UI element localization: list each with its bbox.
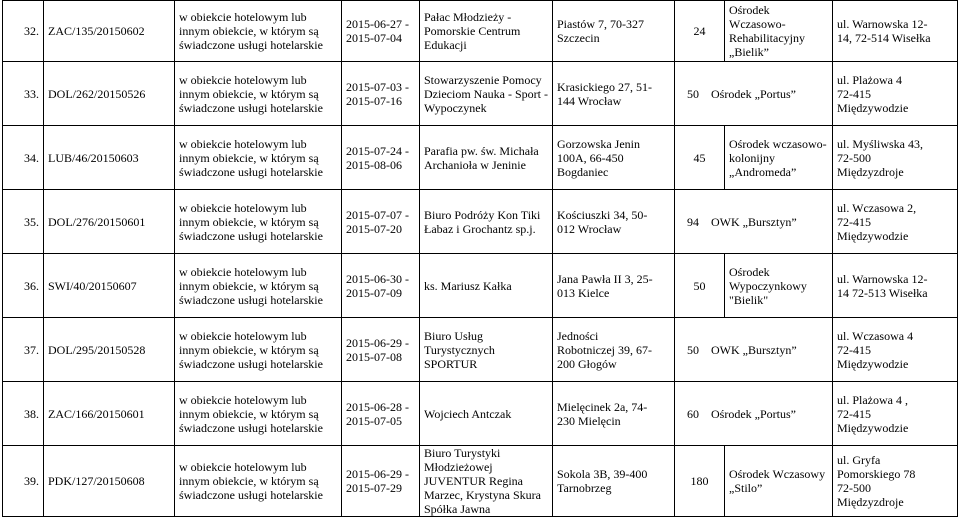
venue-name-line: Ośrodek Wczasowy bbox=[729, 467, 826, 481]
participant-count: 24 bbox=[675, 1, 725, 62]
participant-count: 60 bbox=[687, 406, 699, 421]
stay-date-line: 2015-08-06 bbox=[346, 157, 402, 172]
stay-date-line: 2015-07-07 - bbox=[346, 207, 409, 222]
row-number: 36. bbox=[3, 254, 44, 318]
organizer-address-line: 100A, 66-450 bbox=[557, 150, 624, 165]
stay-dates bbox=[342, 446, 420, 517]
venue-address-line: ul. Plażowa 4 bbox=[837, 72, 902, 87]
organizer-name-line: Biuro Turystyki bbox=[424, 446, 501, 460]
accommodation-type-line: świadczone usługi hotelarskie bbox=[179, 228, 323, 243]
organizer-address-line: 012 Wrocław bbox=[557, 221, 622, 236]
venue-address-line: ul. Wczasowa 2, bbox=[837, 200, 917, 215]
row-number: 37. bbox=[3, 318, 44, 382]
accommodation-type bbox=[175, 318, 342, 382]
organizer-address-line: 144 Wrocław bbox=[557, 93, 622, 108]
venue-address-line: ul. Myśliwska 43, bbox=[837, 136, 924, 151]
table-row bbox=[3, 190, 958, 254]
row-number: 38. bbox=[3, 382, 44, 446]
organizer-name-line: SPORTUR bbox=[424, 356, 478, 371]
venue-name bbox=[725, 446, 833, 517]
venue-name: OWK „Bursztyn” bbox=[711, 342, 797, 357]
organizer-name-line: Biuro Podróży Kon Tiki bbox=[424, 207, 541, 222]
organizer-name-line: Młodzieżowej bbox=[424, 460, 493, 474]
organizer-name-line: Spółka Jawna bbox=[424, 502, 491, 516]
venue-address bbox=[833, 318, 958, 382]
venue-address-line: ul. Plażowa 4 , bbox=[837, 392, 908, 407]
organizer-address-line: Kościuszki 34, 50- bbox=[557, 207, 648, 222]
venue-address-line: Międzywodzie bbox=[837, 228, 909, 243]
venue-address bbox=[833, 62, 958, 126]
organizer-name bbox=[420, 446, 553, 517]
stay-date-line: 2015-07-03 - bbox=[346, 79, 409, 94]
organizer-address bbox=[553, 446, 675, 517]
stay-dates bbox=[342, 1, 420, 62]
accommodation-type-line: innym obiekcie, w którym są bbox=[179, 86, 319, 101]
accommodation-type bbox=[175, 62, 342, 126]
participant-count: 50 bbox=[687, 342, 699, 357]
venue-address-line: Pomorskiego 78 bbox=[837, 467, 916, 481]
venue-address-line: Międzyzdroje bbox=[837, 164, 904, 179]
organizer-address bbox=[553, 126, 675, 190]
accommodation-type bbox=[175, 126, 342, 190]
registry-rows bbox=[3, 1, 958, 517]
organizer-address bbox=[553, 1, 675, 62]
accommodation-type-line: w obiekcie hotelowym lub bbox=[179, 72, 307, 87]
table-row bbox=[3, 382, 958, 446]
venue-address-line: Międzywodzie bbox=[837, 420, 909, 435]
organizer-name bbox=[420, 62, 553, 126]
venue-address-line: 14, 72-514 Wisełka bbox=[837, 31, 931, 45]
organizer-address-line: Jedności bbox=[557, 328, 599, 343]
venue-address bbox=[833, 1, 958, 62]
accommodation-type-line: świadczone usługi hotelarskie bbox=[179, 100, 323, 115]
venue-address-line: Międzyzdroje bbox=[837, 495, 904, 509]
organizer-name-line: Marzec, Krystyna Skura bbox=[424, 488, 541, 502]
organizer-name-line: Wypoczynek bbox=[424, 100, 487, 115]
organizer-address-line: Gorzowska Jenin bbox=[557, 136, 640, 151]
accommodation-type-line: świadczone usługi hotelarskie bbox=[179, 420, 323, 435]
venue-address bbox=[833, 190, 958, 254]
organizer-address-line: Krasickiego 27, 51- bbox=[557, 79, 652, 94]
accommodation-type-line: w obiekcie hotelowym lub bbox=[179, 328, 307, 343]
venue-address-line: ul. Gryfa bbox=[837, 453, 881, 467]
venue-address-line: 72-415 bbox=[837, 214, 871, 229]
accommodation-type-line: innym obiekcie, w którym są bbox=[179, 24, 319, 38]
organizer-name bbox=[420, 382, 553, 446]
organizer-address-line: Mielęcinek 2a, 74- bbox=[557, 399, 648, 414]
accommodation-type-line: innym obiekcie, w którym są bbox=[179, 150, 319, 165]
registration-id: PDK/127/20150608 bbox=[44, 446, 175, 517]
accommodation-type-line: świadczone usługi hotelarskie bbox=[179, 164, 323, 179]
venue-address-line: 72-500 bbox=[837, 150, 871, 165]
venue-name-line: „Bielik” bbox=[729, 45, 769, 59]
organizer-name bbox=[420, 190, 553, 254]
stay-dates bbox=[342, 126, 420, 190]
venue-address-line: 72-415 bbox=[837, 406, 871, 421]
table-row bbox=[3, 1, 958, 62]
venue-address-line: ul. Warnowska 12- bbox=[837, 271, 928, 286]
organizer-name bbox=[420, 126, 553, 190]
accommodation-type-line: innym obiekcie, w którym są bbox=[179, 214, 319, 229]
venue-name bbox=[725, 254, 833, 318]
venue-name-line: „Andromeda” bbox=[729, 164, 797, 179]
venue-address bbox=[833, 126, 958, 190]
organizer-address bbox=[553, 318, 675, 382]
registration-id: DOL/295/20150528 bbox=[44, 318, 175, 382]
participant-count: 180 bbox=[675, 446, 725, 517]
stay-dates bbox=[342, 62, 420, 126]
organizer-name-line: Dzieciom Nauka - Sport - bbox=[424, 86, 548, 101]
venue-address-line: 72-415 bbox=[837, 86, 871, 101]
venue-name-line: Wypoczynkowy bbox=[729, 278, 807, 293]
organizer-name-line: Archanioła w Jeninie bbox=[424, 157, 526, 172]
organizer-name-line: Wojciech Antczak bbox=[424, 406, 512, 421]
accommodation-type-line: w obiekcie hotelowym lub bbox=[179, 392, 307, 407]
stay-dates bbox=[342, 254, 420, 318]
stay-date-line: 2015-07-29 bbox=[346, 481, 402, 495]
organizer-address-line: Szczecin bbox=[557, 31, 600, 45]
organizer-name-line: Edukacji bbox=[424, 38, 467, 52]
registration-id: LUB/46/20150603 bbox=[44, 126, 175, 190]
accommodation-type-line: świadczone usługi hotelarskie bbox=[179, 356, 323, 371]
venue-name-line: Ośrodek bbox=[729, 264, 770, 279]
organizer-address-line: Sokola 3B, 39-400 bbox=[557, 467, 648, 481]
stay-date-line: 2015-07-09 bbox=[346, 285, 402, 300]
venue-name-line: „Stilo” bbox=[729, 481, 763, 495]
participant-count: 50 bbox=[675, 254, 725, 318]
registration-id: DOL/262/20150526 bbox=[44, 62, 175, 126]
participant-count: 94 bbox=[687, 214, 699, 229]
organizer-name-line: Parafia pw. św. Michała bbox=[424, 143, 539, 158]
participants-and-place bbox=[675, 62, 833, 126]
row-number: 34. bbox=[3, 126, 44, 190]
registry-table bbox=[2, 0, 958, 517]
organizer-name-line: Pomorskie Centrum bbox=[424, 24, 521, 38]
registration-id: SWI/40/20150607 bbox=[44, 254, 175, 318]
stay-dates bbox=[342, 190, 420, 254]
organizer-address-line: 200 Głogów bbox=[557, 356, 617, 371]
stay-date-line: 2015-06-29 - bbox=[346, 335, 409, 350]
row-number: 35. bbox=[3, 190, 44, 254]
accommodation-type bbox=[175, 446, 342, 517]
venue-name-line: Ośrodek Wczasowo- bbox=[729, 3, 786, 31]
accommodation-type-line: w obiekcie hotelowym lub bbox=[179, 460, 307, 474]
organizer-address-line: Bogdaniec bbox=[557, 164, 609, 179]
venue-name bbox=[725, 1, 833, 62]
stay-date-line: 2015-06-29 - bbox=[346, 467, 409, 481]
venue-name-line: kolonijny bbox=[729, 150, 776, 165]
organizer-address-line: Piastów 7, 70-327 bbox=[557, 17, 644, 31]
organizer-name-line: Łabaz i Grochantz sp.j. bbox=[424, 221, 536, 236]
venue-address-line: Międzywodzie bbox=[837, 356, 909, 371]
participant-count: 45 bbox=[675, 126, 725, 190]
venue-name-line: "Bielik" bbox=[729, 292, 769, 307]
registration-id: ZAC/135/20150602 bbox=[44, 1, 175, 62]
accommodation-type-line: innym obiekcie, w którym są bbox=[179, 342, 319, 357]
accommodation-type-line: w obiekcie hotelowym lub bbox=[179, 200, 307, 215]
participants-and-place bbox=[675, 318, 833, 382]
organizer-name-line: Pałac Młodzieży - bbox=[424, 10, 512, 24]
accommodation-type bbox=[175, 254, 342, 318]
venue-name: Ośrodek „Portus” bbox=[711, 86, 796, 101]
venue-address-line: 72-500 bbox=[837, 481, 871, 495]
stay-date-line: 2015-07-16 bbox=[346, 93, 402, 108]
organizer-name bbox=[420, 1, 553, 62]
accommodation-type-line: świadczone usługi hotelarskie bbox=[179, 488, 323, 502]
stay-date-line: 2015-07-04 bbox=[346, 31, 402, 45]
accommodation-type-line: w obiekcie hotelowym lub bbox=[179, 10, 307, 24]
venue-address-line: ul. Warnowska 12- bbox=[837, 17, 928, 31]
organizer-name-line: Stowarzyszenie Pomocy bbox=[424, 72, 542, 87]
registration-id: DOL/276/20150601 bbox=[44, 190, 175, 254]
stay-date-line: 2015-07-05 bbox=[346, 413, 402, 428]
accommodation-type-line: innym obiekcie, w którym są bbox=[179, 474, 319, 488]
accommodation-type-line: świadczone usługi hotelarskie bbox=[179, 38, 323, 52]
stay-date-line: 2015-06-28 - bbox=[346, 399, 409, 414]
stay-date-line: 2015-06-27 - bbox=[346, 17, 409, 31]
organizer-name-line: Biuro Usług bbox=[424, 328, 484, 343]
venue-address-line: Międzywodzie bbox=[837, 100, 909, 115]
venue-name bbox=[725, 126, 833, 190]
registration-id: ZAC/166/20150601 bbox=[44, 382, 175, 446]
organizer-address-line: 230 Mielęcin bbox=[557, 413, 621, 428]
organizer-name-line: JUVENTUR Regina bbox=[424, 474, 523, 488]
organizer-address bbox=[553, 62, 675, 126]
organizer-address-line: Jana Pawła II 3, 25- bbox=[557, 271, 653, 286]
table-row bbox=[3, 318, 958, 382]
accommodation-type-line: innym obiekcie, w którym są bbox=[179, 278, 319, 293]
stay-dates bbox=[342, 382, 420, 446]
organizer-address-line: 013 Kielce bbox=[557, 285, 610, 300]
organizer-name-line: ks. Mariusz Kałka bbox=[424, 278, 512, 293]
row-number: 33. bbox=[3, 62, 44, 126]
table-row bbox=[3, 126, 958, 190]
venue-name-line: Rehabilitacyjny bbox=[729, 31, 805, 45]
table-row bbox=[3, 254, 958, 318]
accommodation-type bbox=[175, 190, 342, 254]
stay-date-line: 2015-07-20 bbox=[346, 221, 402, 236]
stay-date-line: 2015-07-08 bbox=[346, 349, 402, 364]
participant-count: 50 bbox=[687, 86, 699, 101]
organizer-name bbox=[420, 254, 553, 318]
venue-address bbox=[833, 382, 958, 446]
accommodation-type bbox=[175, 1, 342, 62]
accommodation-type-line: w obiekcie hotelowym lub bbox=[179, 136, 307, 151]
organizer-name bbox=[420, 318, 553, 382]
venue-name-line: Ośrodek wczasowo- bbox=[729, 136, 827, 151]
participants-and-place bbox=[675, 190, 833, 254]
row-number: 32. bbox=[3, 1, 44, 62]
venue-address-line: ul. Wczasowa 4 bbox=[837, 328, 914, 343]
organizer-address bbox=[553, 190, 675, 254]
accommodation-type-line: innym obiekcie, w którym są bbox=[179, 406, 319, 421]
organizer-address-line: Robotniczej 39, 67- bbox=[557, 342, 652, 357]
accommodation-type-line: w obiekcie hotelowym lub bbox=[179, 264, 307, 279]
accommodation-type-line: świadczone usługi hotelarskie bbox=[179, 292, 323, 307]
stay-date-line: 2015-07-24 - bbox=[346, 143, 409, 158]
venue-name: Ośrodek „Portus” bbox=[711, 406, 796, 421]
table-row bbox=[3, 62, 958, 126]
venue-name: OWK „Bursztyn” bbox=[711, 214, 797, 229]
organizer-address bbox=[553, 382, 675, 446]
venue-address bbox=[833, 254, 958, 318]
table-row bbox=[3, 446, 958, 517]
stay-dates bbox=[342, 318, 420, 382]
venue-address bbox=[833, 446, 958, 517]
participants-and-place bbox=[675, 382, 833, 446]
stay-date-line: 2015-06-30 - bbox=[346, 271, 409, 286]
organizer-name-line: Turystycznych bbox=[424, 342, 495, 357]
organizer-address bbox=[553, 254, 675, 318]
venue-address-line: 72-415 bbox=[837, 342, 871, 357]
organizer-address-line: Tarnobrzeg bbox=[557, 481, 612, 495]
row-number: 39. bbox=[3, 446, 44, 517]
accommodation-type bbox=[175, 382, 342, 446]
venue-address-line: 14 72-513 Wisełka bbox=[837, 285, 928, 300]
